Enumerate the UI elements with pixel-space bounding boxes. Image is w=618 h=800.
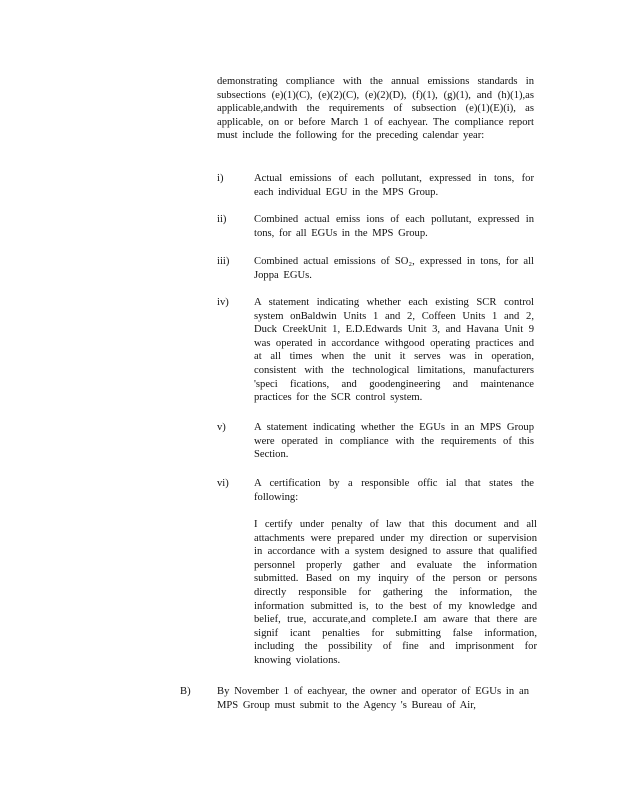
item-text-vi: A certification by a responsible offic ial that states the following: bbox=[254, 478, 534, 503]
item-text-v: A statement indicating whether the EGUs in an MPS Group were operated in compliance with the requirements of this Section. bbox=[254, 422, 534, 461]
item-marker-i: i) bbox=[217, 173, 224, 184]
item-marker-vi: vi) bbox=[217, 478, 229, 489]
item-marker-v: v) bbox=[217, 422, 226, 433]
item-text-iv: A statement indicating whether each existing SCR control system onBaldwin Units 1 and 2, Coffeen Units 1 and 2, Duck CreekUnit 1, E.D.Edwards Unit 3, and Havana Unit 9 was operated in accordance withgood operating practices and at all times when the unit it serves was in operation, consistent with the technological limitations, manufacturers 'speci fications, and goodengineering and maintenance practices for the SCR control system. bbox=[254, 297, 534, 404]
intro-paragraph: demonstrating compliance with the annual emissions standards in subsections (e)(1)(C), (e)(2)(C), (e)(2)(D), (f)(1), (g)(1), and (h)(1),as applicable,andwith the requirements of subsection (e)(1)(E)(i), as applicable, on or before March 1 of eachyear. The compliance report must include the following for the preceding calendar year: bbox=[217, 76, 534, 142]
section-b-text: By November 1 of eachyear, the owner and operator of EGUs in an MPS Group must submit to the Agency 's Bureau of Air, bbox=[217, 686, 529, 711]
item-marker-ii: ii) bbox=[217, 214, 227, 225]
item-text-ii: Combined actual emiss ions of each pollutant, expressed in tons, for all EGUs in the MPS Group. bbox=[254, 214, 534, 239]
section-marker-b: B) bbox=[180, 686, 191, 697]
item-text-i: Actual emissions of each pollutant, expressed in tons, for each individual EGU in the MPS Group. bbox=[254, 173, 534, 198]
item-marker-iv: iv) bbox=[217, 297, 229, 308]
item-text-iii: Combined actual emissions of SO₂, expressed in tons, for all Joppa EGUs. bbox=[254, 256, 534, 281]
item-marker-iii: iii) bbox=[217, 256, 230, 267]
certification-statement: I certify under penalty of law that this document and all attachments were prepared under my direction or supervision in accordance with a system designed to assure that qualified personnel properly gather and evaluate the information submitted. Based on my inquiry of the person or persons directly responsible for gathering the information, the information submitted is, to the best of my knowledge and belief, true, accurate,and complete.I am aware that there are signif icant penalties for submitting false information, including the possibility of fine and imprisonment for knowing violations. bbox=[254, 519, 537, 666]
